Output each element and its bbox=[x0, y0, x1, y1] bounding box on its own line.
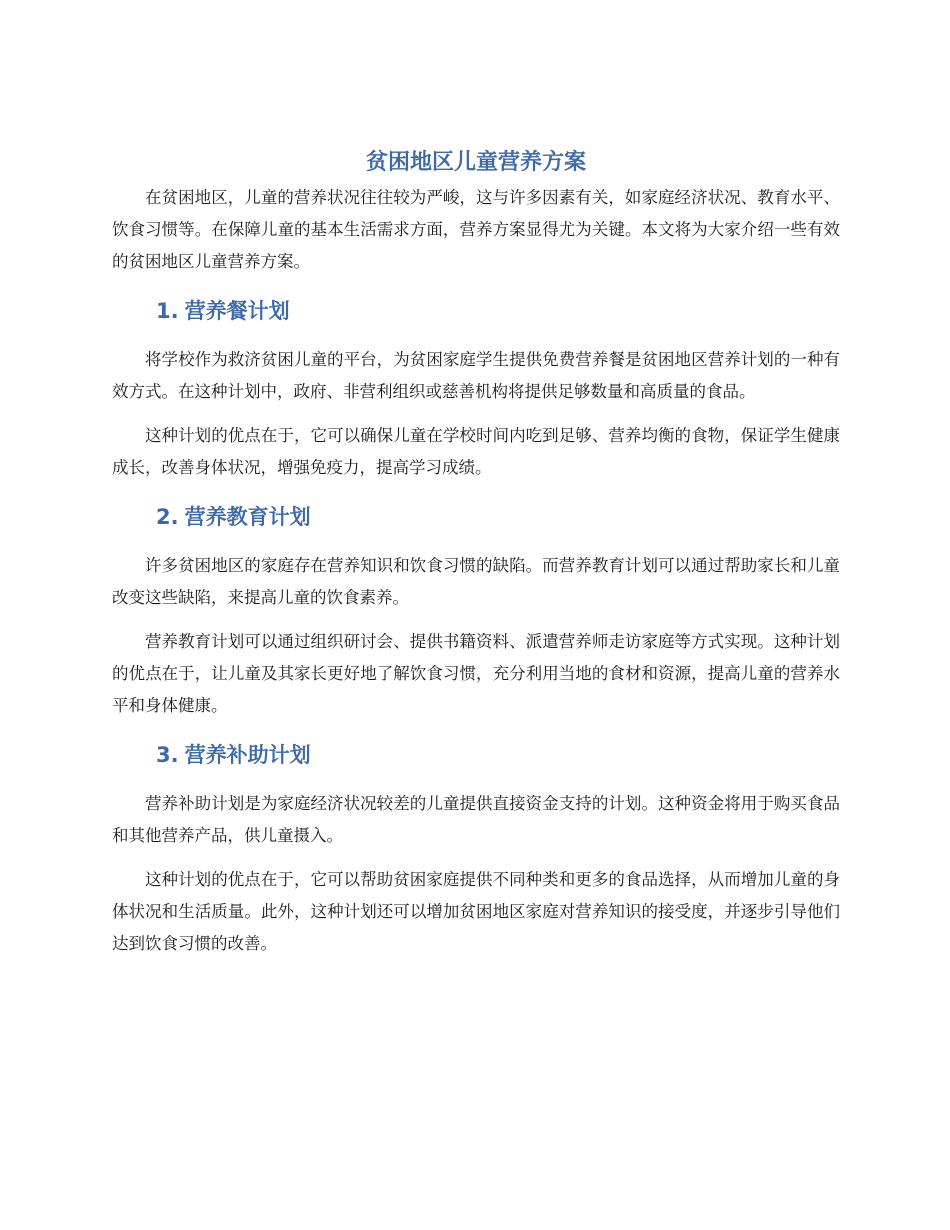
section-paragraph: 营养补助计划是为家庭经济状况较差的儿童提供直接资金支持的计划。这种资金将用于购买食品和其他营养产品，供儿童摄入。 bbox=[112, 794, 840, 845]
section-number: 2. bbox=[156, 505, 179, 529]
section-1 bbox=[112, 294, 840, 484]
section-paragraph: 这种计划的优点在于，它可以帮助贫困家庭提供不同种类和更多的食品选择，从而增加儿童的身体状况和生活质量。此外，这种计划还可以增加贫困地区家庭对营养知识的接受度，并逐步引导他们达到饮食习惯的改善。 bbox=[112, 870, 840, 953]
section-heading bbox=[156, 294, 840, 328]
section-paragraph: 许多贫困地区的家庭存在营养知识和饮食习惯的缺陷。而营养教育计划可以通过帮助家长和儿童改变这些缺陷，来提高儿童的饮食素养。 bbox=[112, 556, 840, 607]
section-title: 营养补助计划 bbox=[184, 743, 311, 767]
section-title: 营养教育计划 bbox=[184, 505, 311, 529]
document-title: 贫困地区儿童营养方案 bbox=[365, 150, 586, 175]
section-heading bbox=[156, 500, 840, 534]
intro-paragraph: 在贫困地区，儿童的营养状况往往较为严峻，这与许多因素有关，如家庭经济状况、教育水平、饮食习惯等。在保障儿童的基本生活需求方面，营养方案显得尤为关键。本文将为大家介绍一些有效的贫困地区儿童营养方案。 bbox=[112, 188, 840, 271]
section-paragraph: 这种计划的优点在于，它可以确保儿童在学校时间内吃到足够、营养均衡的食物，保证学生健康成长，改善身体状况，增强免疫力，提高学习成绩。 bbox=[112, 426, 840, 477]
section-number: 1. bbox=[156, 299, 179, 323]
section-paragraph: 营养教育计划可以通过组织研讨会、提供书籍资料、派遣营养师走访家庭等方式实现。这种计划的优点在于，让儿童及其家长更好地了解饮食习惯，充分利用当地的食材和资源，提高儿童的营养水平和身体健康。 bbox=[112, 632, 840, 715]
section-3 bbox=[112, 738, 840, 960]
section-heading bbox=[156, 738, 840, 772]
section-number: 3. bbox=[156, 743, 179, 767]
document-page bbox=[112, 148, 840, 976]
section-2 bbox=[112, 500, 840, 722]
section-title: 营养餐计划 bbox=[184, 299, 290, 323]
section-paragraph: 将学校作为救济贫困儿童的平台，为贫困家庭学生提供免费营养餐是贫困地区营养计划的一种有效方式。在这种计划中，政府、非营利组织或慈善机构将提供足够数量和高质量的食品。 bbox=[112, 350, 840, 401]
